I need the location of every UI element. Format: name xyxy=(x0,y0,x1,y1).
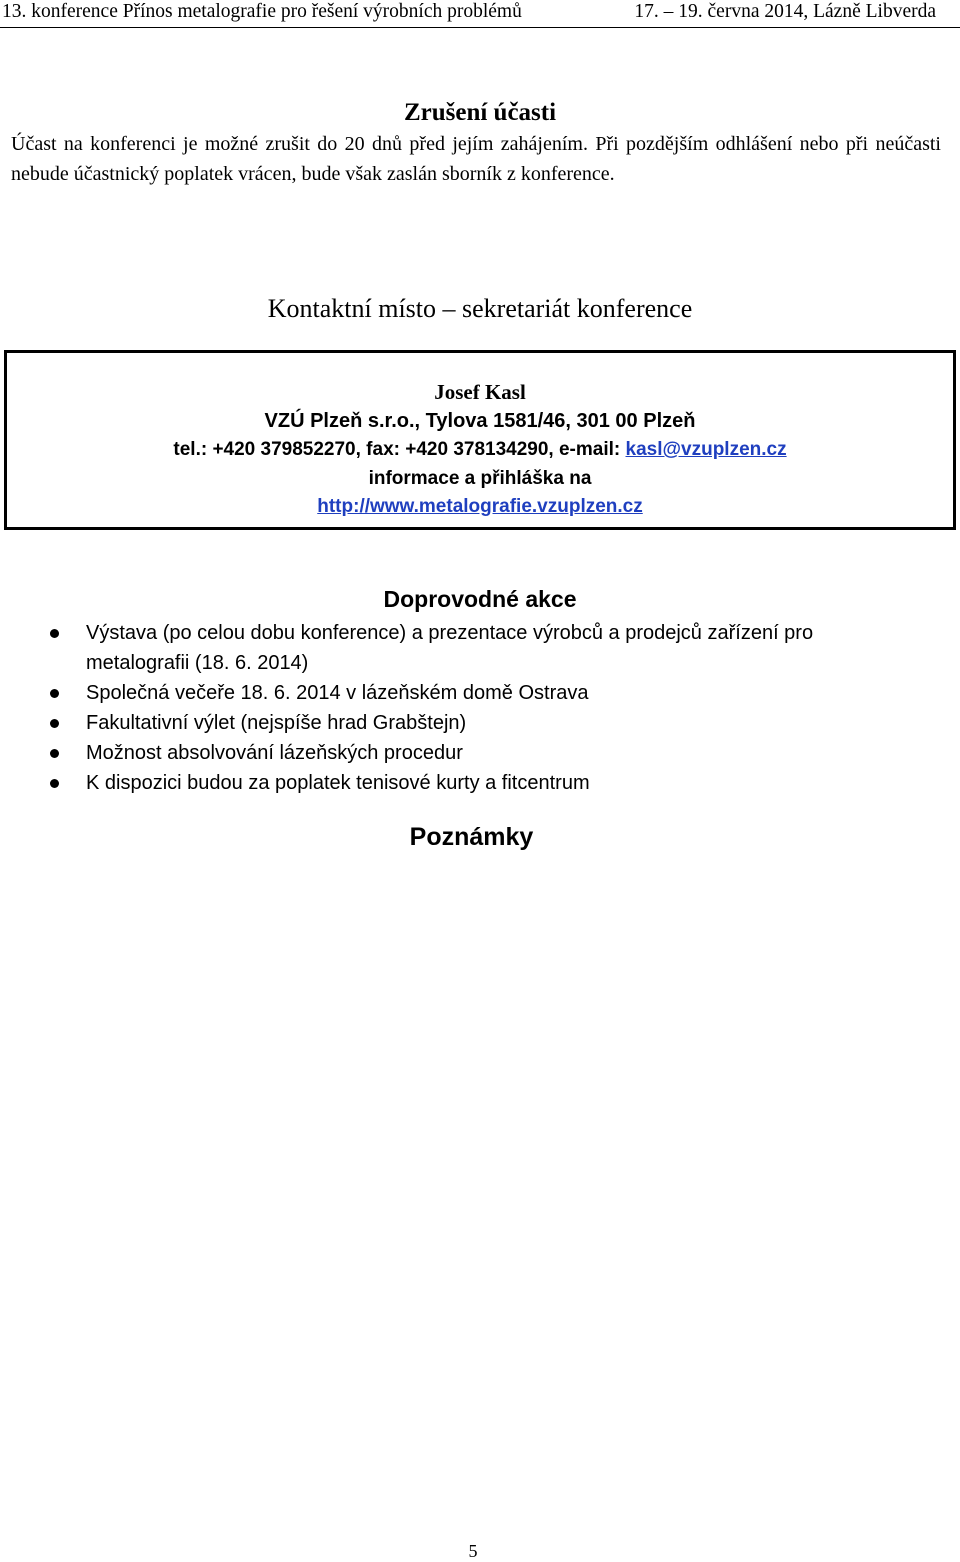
header-conference-title: 13. konference Přínos metalografie pro řešení výrobních problémů xyxy=(2,1,522,22)
contact-phone-fax: tel.: +420 379852270, fax: +420 378134290, e-mail: xyxy=(173,439,626,460)
contact-website-line xyxy=(7,496,953,518)
events-list xyxy=(0,618,960,798)
cancellation-text: Účast na konferenci je možné zrušit do 20 dnů před jejím zahájením. Při pozdějším odhlášení nebo při neúčasti nebude účastnický poplatek vrácen, bude však zaslán sborník z konference. xyxy=(11,133,941,185)
notes-title: Poznámky xyxy=(409,823,534,851)
bullet-icon xyxy=(50,749,59,758)
contact-address: VZÚ Plzeň s.r.o., Tylova 1581/46, 301 00 Plzeň xyxy=(264,410,696,432)
contact-phone-line xyxy=(7,439,953,461)
page-header xyxy=(0,0,960,28)
list-item: Možnost absolvování lázeňských procedur xyxy=(0,738,896,768)
page-number: 5 xyxy=(468,1541,478,1561)
bullet-icon xyxy=(50,719,59,728)
bullet-icon xyxy=(50,689,59,698)
list-item: K dispozici budou za poplatek tenisové kurty a fitcentrum xyxy=(0,768,896,798)
bullet-icon xyxy=(50,779,59,788)
contact-email-link[interactable]: kasl@vzuplzen.cz xyxy=(625,439,787,460)
bullet-icon xyxy=(50,629,59,638)
list-item: Výstava (po celou dobu konference) a prezentace výrobců a prodejců zařízení pro metalografii (18. 6. 2014) xyxy=(0,618,896,678)
list-item: Společná večeře 18. 6. 2014 v lázeňském domě Ostrava xyxy=(0,678,896,708)
contact-name: Josef Kasl xyxy=(434,380,526,404)
events-title: Doprovodné akce xyxy=(383,586,577,612)
contact-title: Kontaktní místo – sekretariát konference xyxy=(267,294,693,323)
contact-website-link[interactable]: http://www.metalografie.vzuplzen.cz xyxy=(317,496,643,517)
contact-box xyxy=(4,350,956,530)
header-date-place: 17. – 19. června 2014, Lázně Libverda xyxy=(634,1,936,22)
cancellation-title: Zrušení účasti xyxy=(403,99,557,126)
list-item: Fakultativní výlet (nejspíše hrad Grabštejn) xyxy=(0,708,896,738)
contact-info-label: informace a přihláška na xyxy=(368,468,592,489)
